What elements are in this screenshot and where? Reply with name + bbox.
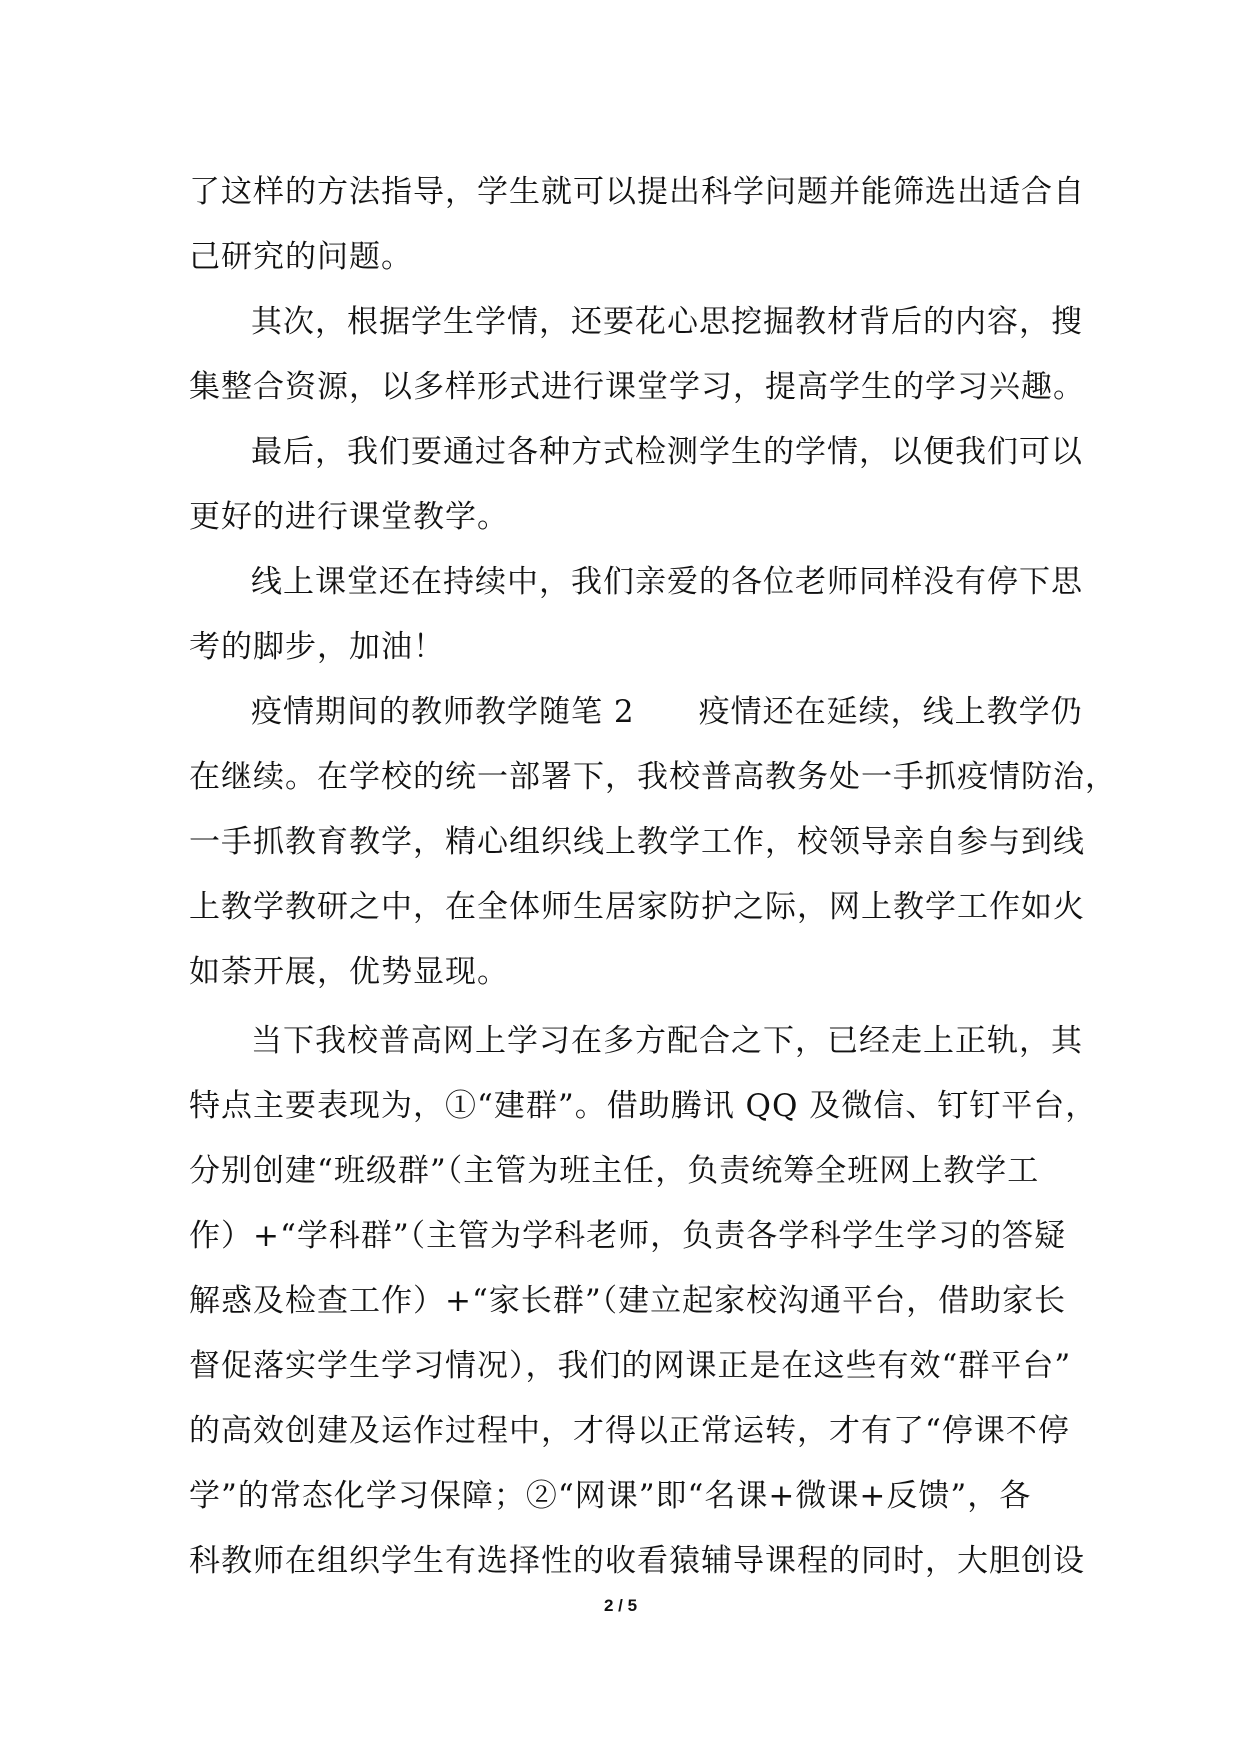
text-line: 上教学教研之中，在全体师生居家防护之际，网上教学工作如火 — [189, 889, 1085, 925]
text-line: 己研究的问题。 — [189, 239, 413, 275]
text-line: 当下我校普高网上学习在多方配合之下，已经走上正轨，其 — [251, 1023, 1083, 1059]
text-line: 线上课堂还在持续中，我们亲爱的各位老师同样没有停下思 — [251, 564, 1083, 600]
text-line: 督促落实学生学习情况），我们的网课正是在这些有效“群平台” — [189, 1348, 1072, 1384]
text-line: 的高效创建及运作过程中，才得以正常运转，才有了“停课不停 — [189, 1413, 1070, 1449]
text-line: 更好的进行课堂教学。 — [189, 499, 509, 535]
text-line: 在继续。在学校的统一部署下，我校普高教务处一手抓疫情防治， — [189, 759, 1117, 795]
text-line: 集整合资源，以多样形式进行课堂学习，提高学生的学习兴趣。 — [189, 369, 1085, 405]
text-line: 特点主要表现为，①“建群”。借助腾讯 QQ 及微信、钉钉平台， — [189, 1088, 1098, 1124]
text-line: 学”的常态化学习保障；②“网课”即“名课+微课+反馈”，各 — [189, 1478, 1032, 1514]
text-line: 作）+“学科群”（主管为学科老师，负责各学科学生学习的答疑 — [189, 1218, 1067, 1254]
text-line: 如荼开展，优势显现。 — [189, 954, 509, 990]
page-number: 2 / 5 — [603, 1596, 638, 1615]
text-line: 了这样的方法指导，学生就可以提出科学问题并能筛选出适合自 — [189, 174, 1085, 210]
text-line: 疫情期间的教师教学随笔 2 疫情还在延续，线上教学仍 — [251, 694, 1083, 730]
document-body — [189, 160, 1117, 1594]
text-line: 最后，我们要通过各种方式检测学生的学情，以便我们可以 — [251, 434, 1083, 470]
text-line: 考的脚步，加油！ — [189, 629, 445, 665]
text-line: 一手抓教育教学，精心组织线上教学工作，校领导亲自参与到线 — [189, 824, 1085, 860]
text-line: 解惑及检查工作）+“家长群”（建立起家校沟通平台，借助家长 — [189, 1283, 1067, 1319]
text-line: 分别创建“班级群”（主管为班主任，负责统筹全班网上教学工 — [189, 1153, 1040, 1189]
text-line: 科教师在组织学生有选择性的收看猿辅导课程的同时，大胆创设 — [189, 1543, 1085, 1579]
text-line: 其次，根据学生学情，还要花心思挖掘教材背后的内容，搜 — [251, 304, 1083, 340]
